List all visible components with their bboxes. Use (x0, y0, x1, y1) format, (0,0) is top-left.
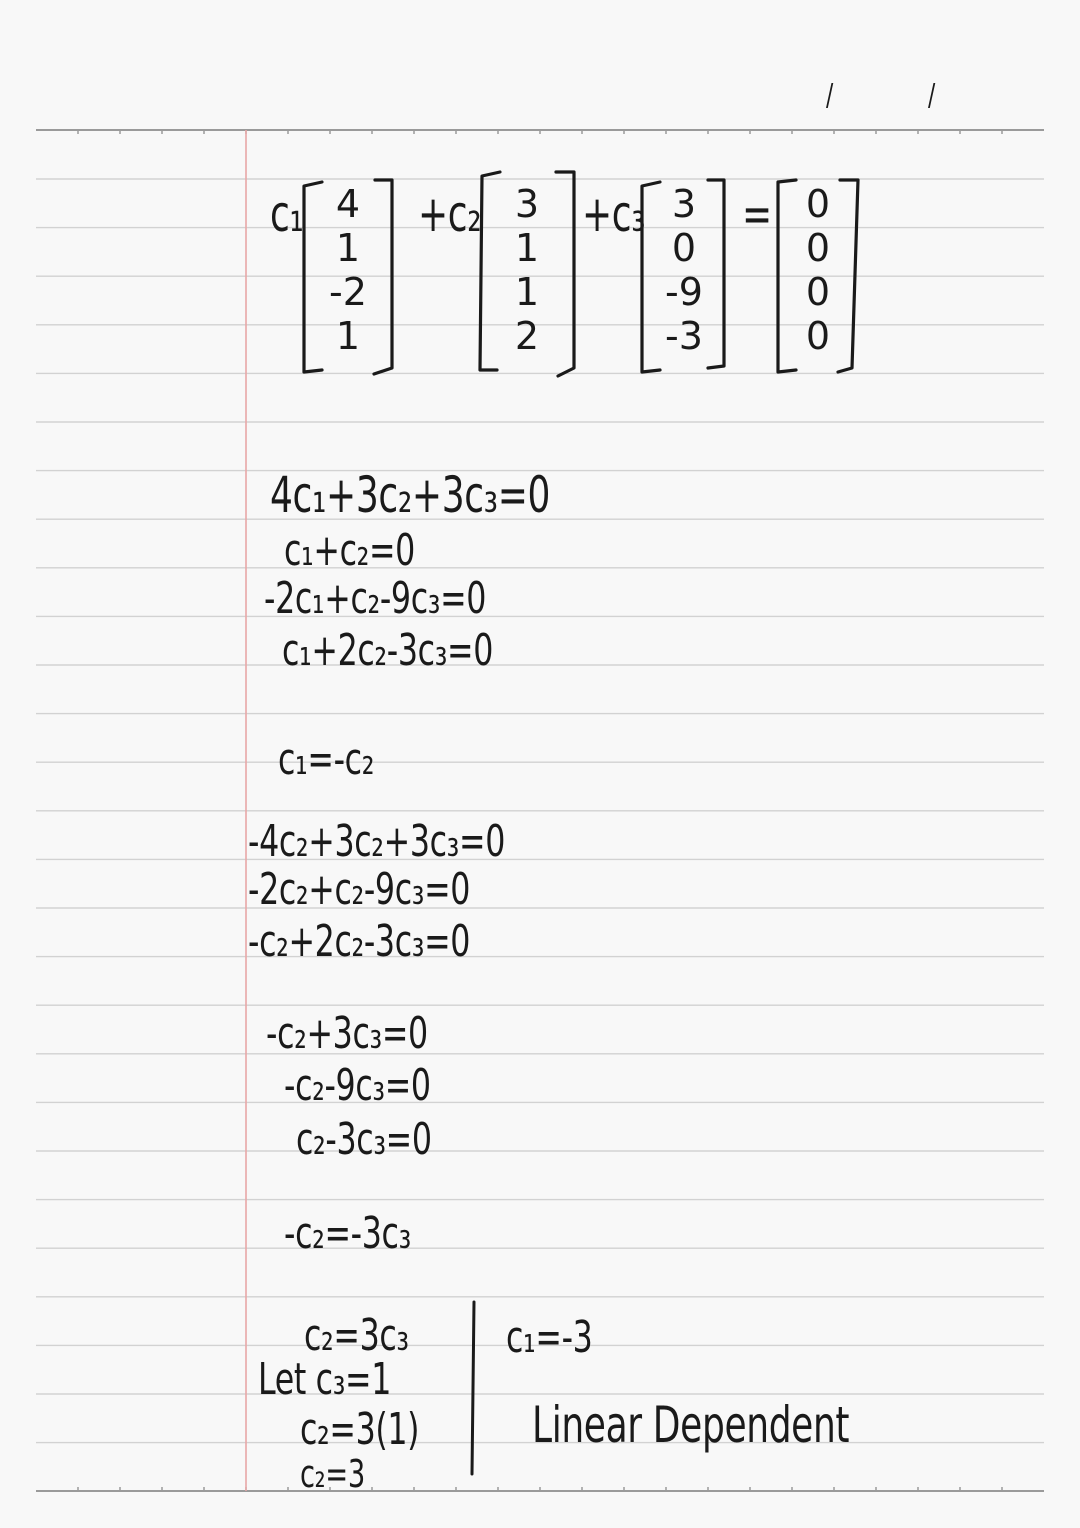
vector-1 (303, 182, 393, 358)
equation-line: c₁+c₂=0 (284, 525, 415, 576)
date-slash-1: / (826, 78, 833, 113)
vector-3-entry: -9 (665, 270, 703, 314)
vector-3-entry: 3 (671, 182, 697, 226)
vector-1-entry: 1 (335, 314, 361, 358)
equation-line: -2c₂+c₂-9c₃=0 (248, 864, 471, 915)
final-step: Let c₃=1 (258, 1354, 392, 1405)
vector-3-entry: 0 (671, 226, 697, 270)
vector-2 (482, 182, 572, 358)
equals-sign: = (742, 185, 772, 243)
step-equation: -c₂=-3c₃ (284, 1208, 411, 1259)
equation-line: -4c₂+3c₂+3c₃=0 (248, 816, 506, 867)
c1-result: c₁=-3 (506, 1312, 593, 1363)
vector-1-entry: 4 (335, 182, 361, 226)
equation-line: 4c₁+3c₂+3c₃=0 (270, 466, 551, 524)
date-slash-2: / (928, 78, 935, 113)
zero-vector-entry: 0 (805, 270, 831, 314)
equation-line: -2c₁+c₂-9c₃=0 (264, 573, 487, 624)
vector-2-entry: 1 (514, 270, 540, 314)
equation-line: -c₂-9c₃=0 (284, 1060, 431, 1111)
equation-line: c₁+2c₂-3c₃=0 (282, 625, 494, 676)
zero-vector-entry: 0 (805, 226, 831, 270)
equation-line: -c₂+3c₃=0 (266, 1008, 428, 1059)
vector-2-entry: 1 (514, 226, 540, 270)
zero-vector-entry: 0 (805, 314, 831, 358)
coefficient-c2: +c₂ (418, 185, 482, 243)
zero-vector-entry: 0 (805, 182, 831, 226)
vector-2-entry: 3 (514, 182, 540, 226)
vector-1-entry: -2 (329, 270, 367, 314)
equation-line: c₂-3c₃=0 (296, 1114, 432, 1165)
vector-2-entry: 2 (514, 314, 540, 358)
conclusion: Linear Dependent (532, 1396, 850, 1454)
vector-1-entry: 1 (335, 226, 361, 270)
final-step: c₂=3c₃ (304, 1310, 409, 1361)
substitution: c₁=-c₂ (278, 734, 375, 785)
final-step: c₂=3(1) (300, 1404, 420, 1455)
final-step: c₂=3 (300, 1452, 365, 1496)
equation-line: -c₂+2c₂-3c₃=0 (248, 916, 471, 967)
solution-divider (472, 1302, 474, 1474)
coefficient-c3: +c₃ (582, 185, 646, 243)
vector-3-entry: -3 (665, 314, 703, 358)
vector-3 (639, 182, 729, 358)
coefficient-c1: c₁ (270, 185, 304, 243)
zero-vector (773, 182, 863, 358)
ruled-lines (36, 179, 1044, 1443)
